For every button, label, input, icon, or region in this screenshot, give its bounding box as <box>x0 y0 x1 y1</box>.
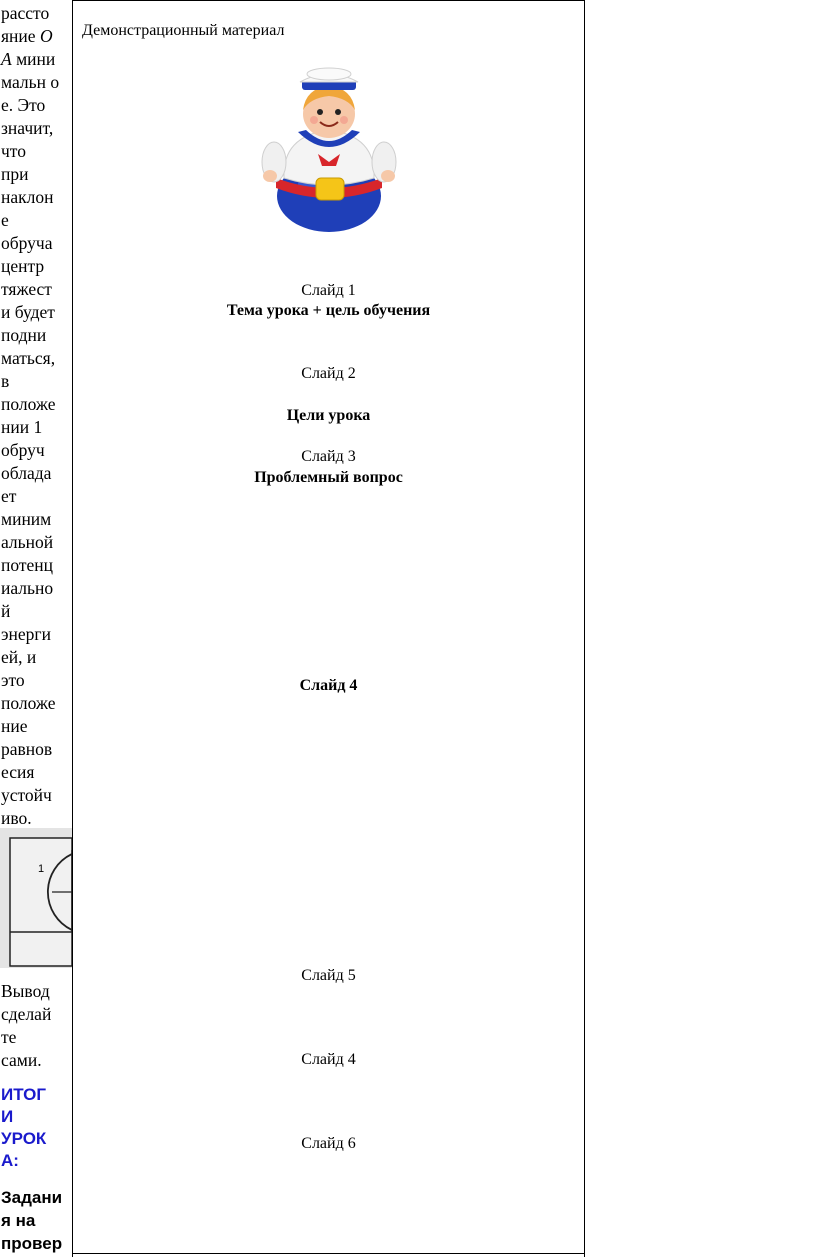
text-line: потенц <box>1 555 54 575</box>
text-line: облада <box>1 463 52 483</box>
text-line: е. Это <box>1 95 46 115</box>
text-line: подни <box>1 325 47 345</box>
text-line: это <box>1 670 25 690</box>
text-line: й <box>1 601 11 621</box>
text-line: те <box>1 1027 17 1047</box>
text-line: я на <box>1 1211 36 1230</box>
text-line: Вывод <box>1 981 50 1001</box>
slide-4-repeat-label: Слайд 4 <box>301 1051 356 1068</box>
hoop-diagram <box>0 828 72 968</box>
text-line: альной <box>1 532 54 552</box>
text-line: иво. <box>1 808 32 828</box>
text-line: обруча <box>1 233 53 253</box>
text-line <box>1 25 71 48</box>
text-line: И <box>1 1107 14 1126</box>
text-line: центр <box>1 256 45 276</box>
explanation-paragraph <box>1 2 71 830</box>
text-line: ИТОГ <box>1 1085 47 1104</box>
text-line: обруч <box>1 440 45 460</box>
text-line: равнов <box>1 739 53 759</box>
text-line: миним <box>1 509 52 529</box>
roly-poly-sailor-toy-image <box>256 66 402 236</box>
text-line: мальн о <box>1 72 60 92</box>
slide-3-label: Слайд 3 <box>301 448 356 465</box>
text-line: что <box>1 141 26 161</box>
text-line: рассто <box>1 3 50 23</box>
text-line: ей, и <box>1 647 37 667</box>
slide-2-label: Слайд 2 <box>301 365 356 382</box>
paragraph-lines <box>1 71 71 830</box>
demo-material-heading: Демонстрационный материал <box>82 22 285 39</box>
text-line: маться, <box>1 348 56 368</box>
slide-2-topic: Цели урока <box>286 407 371 424</box>
text-line: е <box>1 210 9 230</box>
slide-4-label: Слайд 4 <box>299 677 358 694</box>
italic-letter: О <box>39 26 53 46</box>
text-line: положе <box>1 693 56 713</box>
text-line: сделай <box>1 1004 52 1024</box>
slide-1-label: Слайд 1 <box>301 282 356 299</box>
text-line: иально <box>1 578 54 598</box>
slide-5-label: Слайд 5 <box>301 967 356 984</box>
slide-3-topic: Проблемный вопрос <box>254 469 403 486</box>
text-line: нии 1 <box>1 417 43 437</box>
conclusion-text <box>1 980 71 1072</box>
text-line: ет <box>1 486 17 506</box>
text-line <box>1 48 71 71</box>
slide-1-topic: Тема урока + цель обучения <box>226 302 431 319</box>
text-line: наклон <box>1 187 54 207</box>
hoop-diagram-svg <box>0 828 72 968</box>
text-fragment: мини <box>11 49 56 69</box>
text-line: при <box>1 164 29 184</box>
diagram-label: 1 <box>38 863 45 875</box>
table-border-right <box>584 0 585 1257</box>
text-line: устойч <box>1 785 52 805</box>
text-line: энерги <box>1 624 51 644</box>
table-border-bottom <box>72 1253 585 1254</box>
sailor-toy-svg <box>256 66 402 236</box>
text-line: тяжест <box>1 279 52 299</box>
slide-6-label: Слайд 6 <box>301 1135 356 1152</box>
text-line: в <box>1 371 10 391</box>
text-line: и будет <box>1 302 55 322</box>
text-line: провер <box>1 1234 63 1253</box>
text-line: сами. <box>1 1050 42 1070</box>
text-line: есия <box>1 762 35 782</box>
text-line: УРОК <box>1 1129 47 1148</box>
text-fragment: яние <box>1 26 40 46</box>
tasks-heading <box>1 1186 71 1255</box>
table-border-top <box>72 0 585 1</box>
italic-letter: А <box>1 49 12 69</box>
text-line: А: <box>1 1151 19 1170</box>
text-line: ние <box>1 716 28 736</box>
text-line: положе <box>1 394 56 414</box>
text-line: Задани <box>1 1188 63 1207</box>
text-line: значит, <box>1 118 54 138</box>
lesson-summary-heading <box>1 1084 71 1172</box>
